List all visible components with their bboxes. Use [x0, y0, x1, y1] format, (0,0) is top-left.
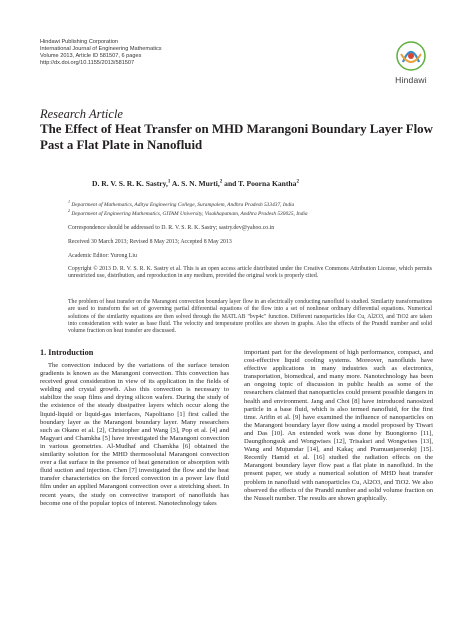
copyright-notice: Copyright © 2013 D. R. V. S. R. K. Sastry et al. This is an open access article distributed under the Creative Commons Attribution License, which permits unrestricted use, distribution, and reproduction in any medium, provided the original work is properly cited.	[68, 266, 432, 280]
affiliation-2	[68, 208, 308, 217]
affiliation-1-sup: 1	[68, 199, 70, 204]
affiliation-1	[68, 199, 294, 208]
author-list	[92, 179, 299, 188]
section-heading: 1. Introduction	[40, 348, 94, 357]
intro-column-right: important part for the development of high performance, compact, and cost-effective liquid cooling systems. Moreover, nanofluids have effective applications in many industries such as electronics, transportation, biomedical, and many more. Nanotechnology has been an ongoing topic of discussion in public health as some of the researchers claimed that nanoparticles could present possible dangers in health and environment. Jang and Choi [8] have introduced nanosized particle in a base fluid, which is also termed nanofluid, for the first time. Arifin et al. [9] have examined the influence of nanoparticles on the Marangoni boundary layer flow using a model proposed by Tiwari and Das [10]. An extended work was done by Buongiorno [11], Daungthongsuk and Wongwises [12], Trisaksri and Wongwises [13], Wang and Mujumdar [14], and Kakaç and Pramuanjaroenkij [15]. Recently Hamid et al. [16] studied the radiation effects on the Marangoni boundary layer flow past a flat plate in nanofluid. In the present paper, we study a numerical solution of MHD heat transfer problem in nanofluid with nanoparticles Cu, Al2O3, and TiO2. We also observed the effects of the Prandtl number and solid volume fraction on the Nusselt number. The results are shown graphically.	[244, 349, 433, 502]
volume-info: Volume 2013, Article ID 581507, 6 pages	[40, 53, 142, 59]
abstract: The problem of heat transfer on the Marangoni convection boundary layer flow in an electrically conducting nanofluid is studied. Similarity transformations are used to transform the set of governing partial differential equations of the flow into a set of nonlinear ordinary differential equations. Numerical solutions of the similarity equations are then solved through the MATLAB "bvp4c" function. Different nanoparticles like Cu, Al2O3, and TiO2 are taken into consideration with water as base fluid. The velocity and temperature profiles are shown in graphs. Also the effects of the Prandtl number and solid volume fraction on heat transfer are discussed.	[68, 299, 432, 335]
paper-title: The Effect of Heat Transfer on MHD Marangoni Boundary Layer Flow Past a Flat Plate in Nanofluid	[40, 122, 433, 152]
affiliation-1-text: Department of Mathematics, Aditya Engineering College, Surampalem, Andhra Pradesh 533437, India	[70, 201, 295, 208]
affiliation-2-sup: 2	[68, 208, 70, 213]
author-2-affil: 2	[219, 179, 223, 185]
doi-link[interactable]: http://dx.doi.org/10.1155/2013/581507	[40, 60, 135, 66]
received-dates: Received 30 March 2013; Revised 8 May 2013; Accepted 8 May 2013	[68, 239, 232, 245]
article-type: Research Article	[40, 107, 123, 121]
academic-editor: Academic Editor: Yurong Liu	[68, 253, 137, 259]
hindawi-logo-text: Hindawi	[395, 75, 427, 85]
author-1-affil: 1	[167, 179, 171, 185]
publisher-name: Hindawi Publishing Corporation	[40, 39, 119, 45]
journal-name: International Journal of Engineering Mathematics	[40, 46, 162, 52]
author-3: and T. Poorna Kantha	[222, 179, 297, 188]
intro-column-left: The convection induced by the variations of the surface tension gradients is known as the Marangoni convection. This convection has received great consideration in view of its application in the fields of welding and crystal growth. Also this convection is necessary to stabilize the soap films and drying silicon wafers. During the study of the existence of the steady dissipative layers which occur along the liquid-liquid or liquid-gas interfaces, Napolitano [1] first called the boundary layer as the Marangoni boundary layer. Many researchers such as Okano et al. [2], Christopher and Wang [3], Pop et al. [4] and Magyari and Chamkha [5] have investigated the Marangoni convection in various geometries. Al-Mudhaf and Chamkha [6] obtained the similarity solution for the MHD thermosolutal Marangoni convection over a flat surface in the presence of heat generation or absorption with fluid suction and injection. Chen [7] investigated the flow and the heat transfer characteristics on the forced convection in a power law fluid film under an applied Marangoni convection over a stretching sheet. In recent years, the study on convective transport of nanofluids has become one of the popular topics of interest. Nanotechnology takes	[40, 362, 229, 507]
header-meta	[40, 39, 162, 67]
correspondence: Correspondence should be addressed to D. R. V. S. R. K. Sastry; sastry.dev@yahoo.co.in	[68, 225, 275, 231]
affiliation-2-text: Department of Engineering Mathematics, GITAM University, Visakhapatnam, Andhra Pradesh 530025, India	[70, 210, 308, 217]
author-1: D. R. V. S. R. K. Sastry,	[92, 179, 168, 188]
author-2: A. S. N. Murti,	[170, 179, 220, 188]
author-3-affil: 2	[296, 179, 299, 185]
